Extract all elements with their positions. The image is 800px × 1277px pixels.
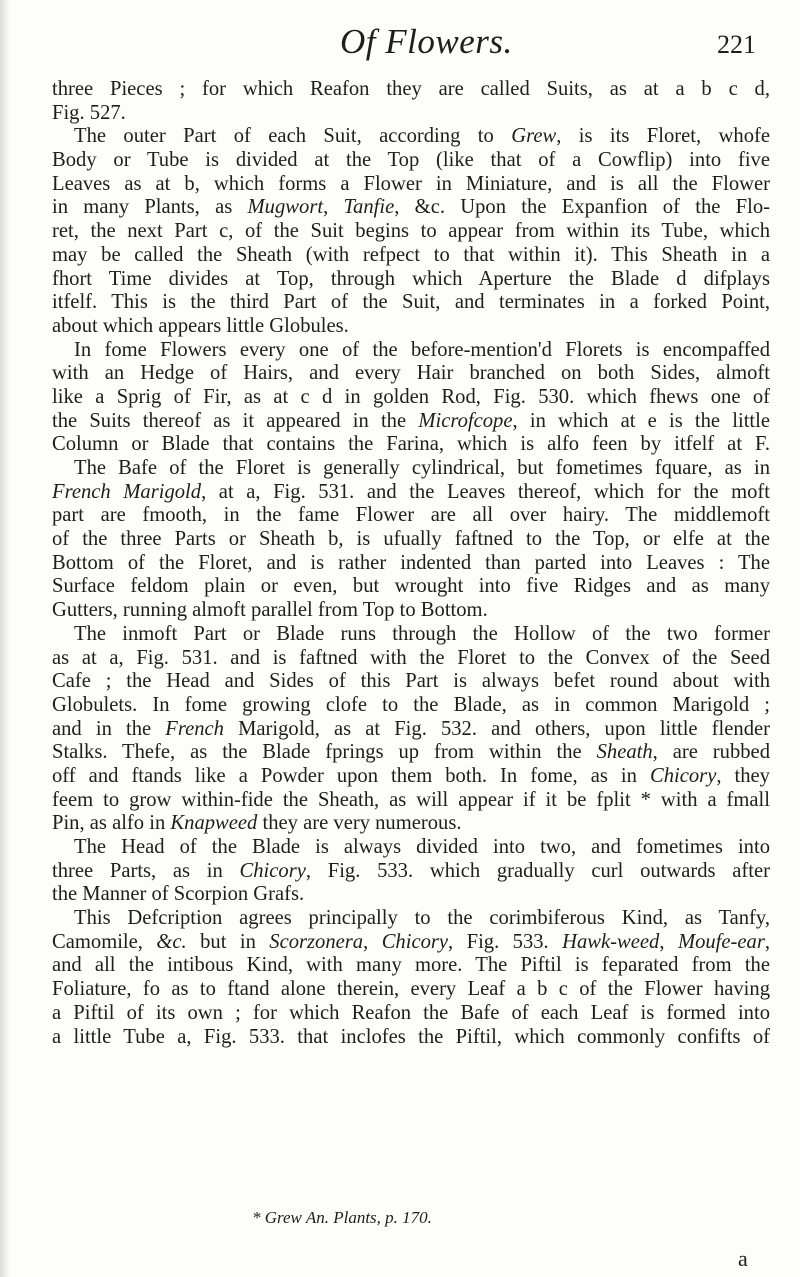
text-line: Column or Blade that contains the Farina, which is alfo feen by itfelf at F. [52,433,770,456]
text-line: a little Tube a, Fig. 533. that inclofes the Piftil, which commonly confifts of [52,1025,770,1048]
text-line: fhort Time divides at Top, through which Aperture the Blade d difplays [52,267,770,290]
text-line: Surface feldom plain or even, but wrought into five Ridges and as many [52,575,770,598]
body-text [52,78,770,1049]
text-line: Bottom of the Floret, and is rather indented than parted into Leaves : The [52,551,770,574]
text-line: The Bafe of the Floret is generally cylindrical, but fometimes fquare, as in [74,457,770,479]
text-line: Leaves as at b, which forms a Flower in Miniature, and is all the Flower [52,172,770,195]
text-line: the Suits thereof as it appeared in the Microfcope, in which at e is the little [52,409,771,432]
footnote-text: Grew An. Plants, p. 170. [264,1208,432,1227]
text-line: of the three Parts or Sheath b, is ufually faftned to the Top, or elfe at the [52,528,770,551]
page-gutter-shadow [0,0,10,1277]
text-line: and all the intibous Kind, with many more. The Piftil is feparated from the [52,954,770,977]
text-line: The outer Part of each Suit, according to Grew, is its Floret, whofe [74,125,770,148]
text-line: the Manner of Scorpion Grafs. [52,883,305,906]
text-line: The inmoft Part or Blade runs through the Hollow of the two former [74,622,770,645]
text-line: as at a, Fig. 531. and is faftned with the Floret to the Convex of the Seed [52,646,770,669]
text-line: Camomile, &c. but in Scorzonera, Chicory, Fig. 533. Hawk-weed, Moufe-ear, [52,930,771,953]
text-line: like a Sprig of Fir, as at c d in golden Rod, Fig. 530. which fhews one of [52,385,770,408]
running-title: Of Flowers. [340,22,513,61]
footnote [252,1208,432,1228]
text-line: part are fmooth, in the fame Flower are all over hairy. The middlemoft [52,504,770,527]
text-line: in many Plants, as Mugwort, Tanfie, &c. Upon the Expanfion of the Flo- [52,196,770,219]
text-line: French Marigold, at a, Fig. 531. and the Leaves thereof, which for the moft [52,480,770,503]
running-head [40,22,770,72]
text-line: may be called the Sheath (with refpect to that within it). This Sheath in a [52,243,770,266]
text-line: Pin, as alfo in Knapweed they are very numerous. [52,812,462,835]
text-line: off and ftands like a Powder upon them both. In fome, as in Chicory, they [52,764,770,787]
text-line: and in the French Marigold, as at Fig. 532. and others, upon little flender [52,717,770,740]
text-line: Cafe ; the Head and Sides of this Part is always befet round about with [52,670,770,693]
text-line: feem to grow within-fide the Sheath, as will appear if it be fplit * with a fmall [52,788,770,811]
text-line: with an Hedge of Hairs, and every Hair branched on both Sides, almoft [52,362,770,385]
text-line: three Parts, as in Chicory, Fig. 533. which gradually curl outwards after [52,859,770,882]
footnote-marker: * [252,1208,261,1227]
text-line: three Pieces ; for which Reafon they are called Suits, as at a b c d, [52,78,770,100]
text-line: ret, the next Part c, of the Suit begins to appear from within its Tube, which [52,220,770,243]
page-number: 221 [717,30,756,59]
text-line: Stalks. Thefe, as the Blade fprings up from within the Sheath, are rubbed [52,741,770,764]
catchword: a [738,1246,748,1271]
text-line: Fig. 527. [52,101,126,124]
text-line: This Defcription agrees principally to the corimbiferous Kind, as Tanfy, [74,907,770,930]
text-line: itfelf. This is the third Part of the Suit, and terminates in a forked Point, [52,291,770,314]
text-line: In fome Flowers every one of the before-mention'd Florets is encompaffed [74,338,770,361]
text-line: a Piftil of its own ; for which Reafon the Bafe of each Leaf is formed into [52,1001,770,1024]
text-line: Globulets. In fome growing clofe to the Blade, as in common Marigold ; [52,693,770,716]
text-line: Foliature, fo as to ftand alone therein, every Leaf a b c of the Flower having [52,978,770,1001]
text-line: The Head of the Blade is always divided into two, and fometimes into [74,836,770,858]
text-line: Gutters, running almoft parallel from Top to Bottom. [52,599,488,622]
text-line: about which appears little Globules. [52,314,349,337]
text-line: Body or Tube is divided at the Top (like that of a Cowflip) into five [52,149,770,172]
